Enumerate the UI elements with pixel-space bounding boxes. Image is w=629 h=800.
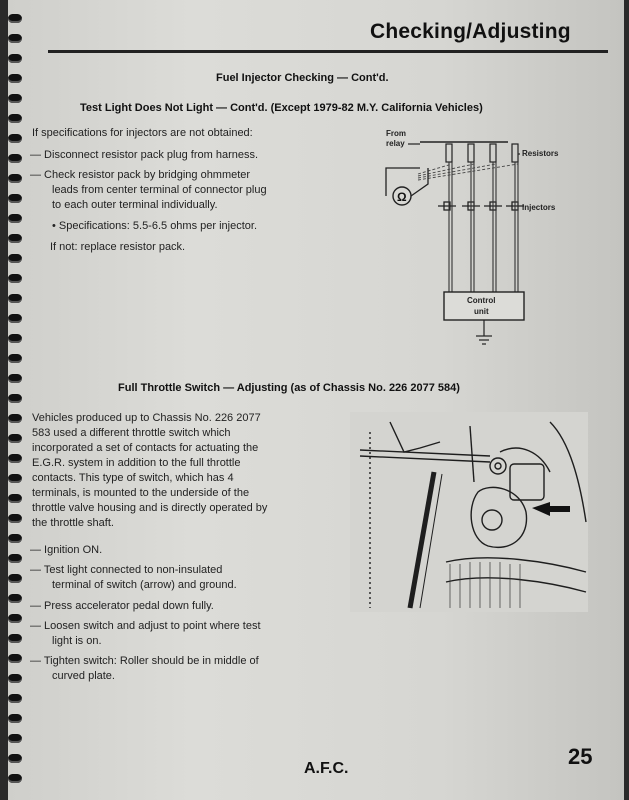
ohm-symbol: Ω	[397, 190, 407, 204]
control-unit-label-line2: unit	[474, 307, 489, 316]
section2-step: — Test light connected to non-insulated	[30, 564, 223, 576]
section1-step2-line2: leads from center terminal of connector plug	[52, 184, 267, 196]
section2-heading: Full Throttle Switch — Adjusting (as of Chassis No. 226 2077 584)	[118, 382, 460, 394]
section1-step2-line1: — Check resistor pack by bridging ohmmeter	[30, 169, 251, 181]
section2-paragraph-line: throttle valve housing and is directly operated by	[32, 502, 268, 514]
footer-label: A.F.C.	[304, 760, 349, 777]
section1-step2-line3: to each outer terminal individually.	[52, 199, 218, 211]
throttle-switch-illustration	[350, 412, 588, 612]
ground-symbol	[476, 320, 492, 344]
section2-paragraph-line: Vehicles produced up to Chassis No. 226 2077	[32, 412, 261, 424]
injectors	[438, 202, 524, 210]
section2-paragraph-line: 583 used a different throttle switch which	[32, 427, 231, 439]
section2-step-continued: light is on.	[52, 635, 102, 647]
section1-heading: Fuel Injector Checking — Cont'd.	[216, 72, 389, 84]
manual-page	[8, 0, 624, 800]
section2-step: — Ignition ON.	[30, 544, 103, 556]
page-number: 25	[568, 744, 593, 769]
section2-paragraph-line: contacts. This type of switch, which has 4	[32, 472, 234, 484]
section2-step: — Tighten switch: Roller should be in middle of	[30, 655, 259, 667]
header-rule	[48, 50, 608, 53]
section1-spec: • Specifications: 5.5-6.5 ohms per injector.	[52, 220, 258, 232]
section1-intro: If specifications for injectors are not obtained:	[32, 127, 253, 139]
section2-paragraph-line: incorporated a set of contacts for actuating the	[32, 442, 259, 454]
from-relay-label-line2: relay	[386, 139, 405, 148]
section2-step-continued: curved plate.	[52, 670, 115, 682]
section2-step-continued: terminal of switch (arrow) and ground.	[52, 579, 237, 591]
injector-wiring-diagram	[368, 124, 588, 350]
injectors-label: Injectors	[522, 203, 556, 212]
section2-paragraph-line: terminals, is mounted to the underside of the	[32, 487, 250, 499]
section1-step1: — Disconnect resistor pack plug from harness.	[30, 149, 259, 161]
section2-paragraph-line: E.G.R. system in addition to the full throttle	[32, 457, 241, 469]
from-relay-label-line1: From	[386, 129, 406, 138]
section2-step: — Press accelerator pedal down fully.	[30, 600, 214, 612]
resistors-label: Resistors	[522, 149, 559, 158]
section1-ifnot: If not: replace resistor pack.	[50, 241, 186, 253]
resistor-pack	[446, 144, 520, 162]
control-unit-label-line1: Control	[467, 296, 496, 305]
page-header-title: Checking/Adjusting	[370, 20, 571, 43]
section2-paragraph-line: the throttle shaft.	[32, 517, 114, 529]
section1-subheading: Test Light Does Not Light — Cont'd. (Except 1979-82 M.Y. California Vehicles)	[80, 102, 483, 114]
section2-step: — Loosen switch and adjust to point where test	[30, 620, 261, 632]
